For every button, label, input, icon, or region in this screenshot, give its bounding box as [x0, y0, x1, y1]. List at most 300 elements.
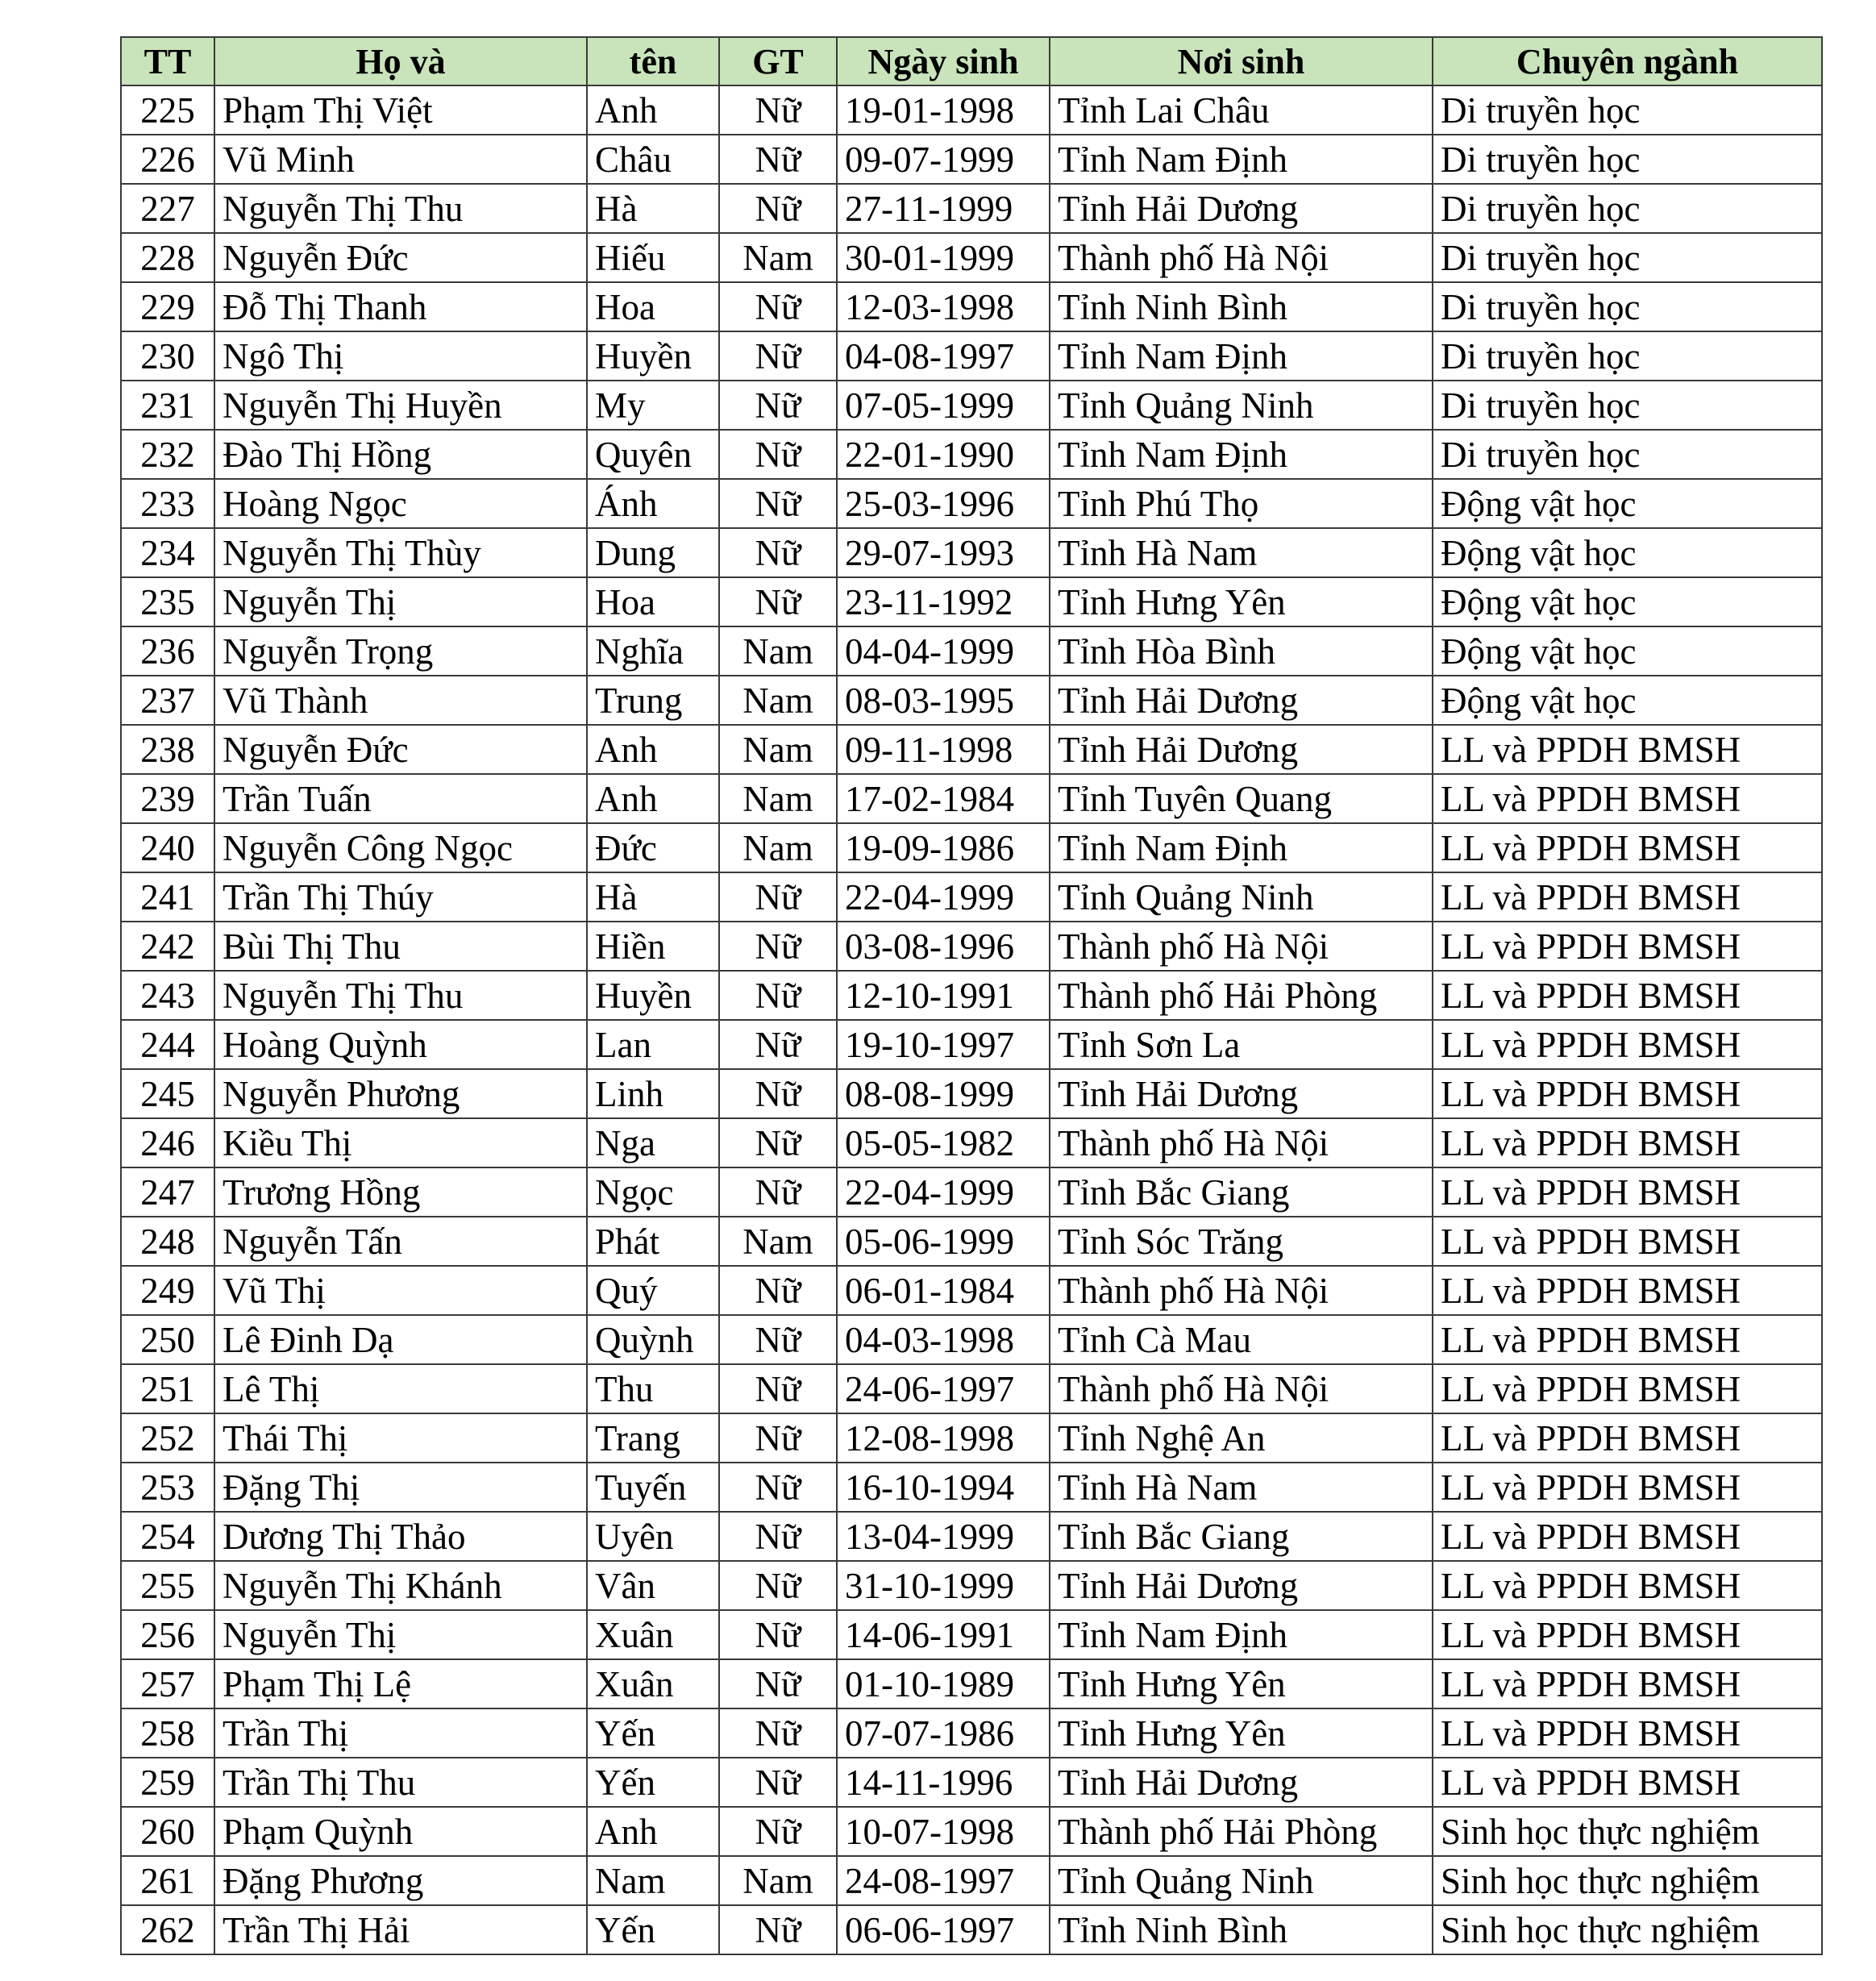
cell-noi-sinh: Tỉnh Hải Dương [1050, 676, 1433, 725]
cell-ten: Yến [587, 1758, 719, 1807]
header-row [121, 37, 1822, 85]
table-row [121, 1905, 1822, 1954]
cell-noi-sinh: Thành phố Hà Nội [1050, 1118, 1433, 1167]
cell-ho: Đào Thị Hồng [214, 430, 587, 479]
cell-tt: 241 [121, 872, 214, 922]
cell-noi-sinh: Tỉnh Nam Định [1050, 135, 1433, 184]
cell-gt: Nữ [719, 1167, 837, 1217]
cell-chuyen-nganh: LL và PPDH BMSH [1433, 1413, 1822, 1463]
cell-ho: Nguyễn Công Ngọc [214, 823, 587, 872]
cell-ten: Hoa [587, 577, 719, 626]
cell-tt: 245 [121, 1069, 214, 1118]
cell-ho: Nguyễn Thị [214, 577, 587, 626]
cell-ngay-sinh: 30-01-1999 [837, 233, 1050, 282]
cell-gt: Nữ [719, 85, 837, 135]
cell-ho: Ngô Thị [214, 331, 587, 381]
cell-gt: Nam [719, 1856, 837, 1905]
cell-ngay-sinh: 22-01-1990 [837, 430, 1050, 479]
table-row [121, 1463, 1822, 1512]
cell-ten: Xuân [587, 1610, 719, 1659]
cell-noi-sinh: Tỉnh Nghệ An [1050, 1413, 1433, 1463]
cell-gt: Nữ [719, 1905, 837, 1954]
cell-tt: 226 [121, 135, 214, 184]
cell-gt: Nữ [719, 922, 837, 971]
table-row [121, 1758, 1822, 1807]
table-body [121, 85, 1822, 1954]
cell-tt: 230 [121, 331, 214, 381]
cell-tt: 246 [121, 1118, 214, 1167]
cell-chuyen-nganh: LL và PPDH BMSH [1433, 1315, 1822, 1364]
table-row [121, 85, 1822, 135]
cell-ho: Vũ Thị [214, 1266, 587, 1315]
cell-chuyen-nganh: LL và PPDH BMSH [1433, 774, 1822, 823]
cell-ngay-sinh: 09-11-1998 [837, 725, 1050, 774]
table-row [121, 1708, 1822, 1758]
cell-tt: 254 [121, 1512, 214, 1561]
cell-ho: Nguyễn Thị Thu [214, 971, 587, 1020]
table-row [121, 282, 1822, 331]
cell-chuyen-nganh: Di truyền học [1433, 85, 1822, 135]
cell-chuyen-nganh: Di truyền học [1433, 381, 1822, 430]
cell-ten: Quyên [587, 430, 719, 479]
cell-ten: Anh [587, 1807, 719, 1856]
cell-chuyen-nganh: LL và PPDH BMSH [1433, 1708, 1822, 1758]
cell-noi-sinh: Thành phố Hà Nội [1050, 233, 1433, 282]
cell-noi-sinh: Tỉnh Bắc Giang [1050, 1167, 1433, 1217]
cell-chuyen-nganh: Di truyền học [1433, 135, 1822, 184]
table-row [121, 1069, 1822, 1118]
cell-ho: Bùi Thị Thu [214, 922, 587, 971]
cell-ten: Linh [587, 1069, 719, 1118]
cell-tt: 228 [121, 233, 214, 282]
cell-tt: 257 [121, 1659, 214, 1708]
table-row [121, 1118, 1822, 1167]
cell-tt: 247 [121, 1167, 214, 1217]
cell-tt: 259 [121, 1758, 214, 1807]
cell-chuyen-nganh: Sinh học thực nghiệm [1433, 1905, 1822, 1954]
cell-tt: 232 [121, 430, 214, 479]
cell-ngay-sinh: 10-07-1998 [837, 1807, 1050, 1856]
cell-noi-sinh: Tỉnh Hòa Bình [1050, 626, 1433, 676]
cell-ten: Yến [587, 1708, 719, 1758]
cell-chuyen-nganh: LL và PPDH BMSH [1433, 1217, 1822, 1266]
cell-ngay-sinh: 19-10-1997 [837, 1020, 1050, 1069]
cell-ho: Nguyễn Thị Thùy [214, 528, 587, 577]
cell-ngay-sinh: 29-07-1993 [837, 528, 1050, 577]
table-row [121, 331, 1822, 381]
table-row [121, 528, 1822, 577]
cell-noi-sinh: Tỉnh Hưng Yên [1050, 1708, 1433, 1758]
cell-tt: 239 [121, 774, 214, 823]
table-row [121, 1561, 1822, 1610]
cell-ten: Lan [587, 1020, 719, 1069]
cell-ho: Nguyễn Tấn [214, 1217, 587, 1266]
cell-gt: Nữ [719, 135, 837, 184]
cell-tt: 238 [121, 725, 214, 774]
cell-ngay-sinh: 25-03-1996 [837, 479, 1050, 528]
table-row [121, 1020, 1822, 1069]
cell-ho: Trần Thị [214, 1708, 587, 1758]
cell-tt: 243 [121, 971, 214, 1020]
cell-noi-sinh: Tỉnh Tuyên Quang [1050, 774, 1433, 823]
cell-chuyen-nganh: LL và PPDH BMSH [1433, 1118, 1822, 1167]
cell-noi-sinh: Tỉnh Quảng Ninh [1050, 381, 1433, 430]
cell-ngay-sinh: 04-03-1998 [837, 1315, 1050, 1364]
cell-noi-sinh: Tỉnh Bắc Giang [1050, 1512, 1433, 1561]
cell-ho: Đỗ Thị Thanh [214, 282, 587, 331]
cell-gt: Nữ [719, 1118, 837, 1167]
cell-gt: Nữ [719, 1659, 837, 1708]
cell-noi-sinh: Tỉnh Hưng Yên [1050, 1659, 1433, 1708]
cell-noi-sinh: Tỉnh Hải Dương [1050, 1758, 1433, 1807]
table-row [121, 479, 1822, 528]
cell-ngay-sinh: 12-08-1998 [837, 1413, 1050, 1463]
table-row [121, 184, 1822, 233]
cell-ngay-sinh: 12-10-1991 [837, 971, 1050, 1020]
cell-gt: Nữ [719, 1413, 837, 1463]
cell-chuyen-nganh: LL và PPDH BMSH [1433, 1758, 1822, 1807]
table-row [121, 725, 1822, 774]
cell-ngay-sinh: 19-09-1986 [837, 823, 1050, 872]
cell-ho: Dương Thị Thảo [214, 1512, 587, 1561]
cell-gt: Nữ [719, 1807, 837, 1856]
cell-chuyen-nganh: LL và PPDH BMSH [1433, 1020, 1822, 1069]
cell-ho: Nguyễn Thị Khánh [214, 1561, 587, 1610]
cell-tt: 236 [121, 626, 214, 676]
cell-gt: Nữ [719, 381, 837, 430]
cell-gt: Nữ [719, 1758, 837, 1807]
cell-tt: 229 [121, 282, 214, 331]
cell-tt: 251 [121, 1364, 214, 1413]
cell-chuyen-nganh: LL và PPDH BMSH [1433, 1069, 1822, 1118]
cell-noi-sinh: Tỉnh Nam Định [1050, 1610, 1433, 1659]
cell-noi-sinh: Thành phố Hải Phòng [1050, 971, 1433, 1020]
cell-ten: Đức [587, 823, 719, 872]
cell-chuyen-nganh: Di truyền học [1433, 430, 1822, 479]
cell-ten: Hoa [587, 282, 719, 331]
cell-ngay-sinh: 17-02-1984 [837, 774, 1050, 823]
cell-gt: Nữ [719, 479, 837, 528]
cell-ho: Thái Thị [214, 1413, 587, 1463]
cell-ten: Châu [587, 135, 719, 184]
cell-tt: 237 [121, 676, 214, 725]
cell-gt: Nữ [719, 1610, 837, 1659]
cell-ten: Anh [587, 85, 719, 135]
cell-ngay-sinh: 24-06-1997 [837, 1364, 1050, 1413]
cell-noi-sinh: Tỉnh Hải Dương [1050, 725, 1433, 774]
cell-chuyen-nganh: LL và PPDH BMSH [1433, 1659, 1822, 1708]
cell-noi-sinh: Tỉnh Ninh Bình [1050, 282, 1433, 331]
cell-ho: Nguyễn Thị [214, 1610, 587, 1659]
cell-gt: Nữ [719, 971, 837, 1020]
cell-ngay-sinh: 04-08-1997 [837, 331, 1050, 381]
table-row [121, 577, 1822, 626]
cell-ten: Vân [587, 1561, 719, 1610]
cell-ho: Trần Thị Hải [214, 1905, 587, 1954]
cell-gt: Nam [719, 233, 837, 282]
cell-ho: Hoàng Quỳnh [214, 1020, 587, 1069]
cell-gt: Nữ [719, 282, 837, 331]
cell-ho: Nguyễn Đức [214, 725, 587, 774]
cell-ten: Anh [587, 725, 719, 774]
table-row [121, 922, 1822, 971]
cell-ho: Nguyễn Phương [214, 1069, 587, 1118]
cell-ten: Nam [587, 1856, 719, 1905]
cell-gt: Nam [719, 725, 837, 774]
cell-noi-sinh: Thành phố Hải Phòng [1050, 1807, 1433, 1856]
cell-ho: Vũ Thành [214, 676, 587, 725]
cell-noi-sinh: Tỉnh Lai Châu [1050, 85, 1433, 135]
cell-chuyen-nganh: LL và PPDH BMSH [1433, 1610, 1822, 1659]
cell-gt: Nữ [719, 1463, 837, 1512]
cell-ho: Trần Thị Thúy [214, 872, 587, 922]
table-row [121, 823, 1822, 872]
cell-noi-sinh: Thành phố Hà Nội [1050, 922, 1433, 971]
table-row [121, 233, 1822, 282]
header-tt: TT [121, 37, 214, 85]
table-row [121, 1807, 1822, 1856]
cell-noi-sinh: Tỉnh Sóc Trăng [1050, 1217, 1433, 1266]
cell-noi-sinh: Tỉnh Nam Định [1050, 430, 1433, 479]
cell-gt: Nữ [719, 1561, 837, 1610]
header-gt: GT [719, 37, 837, 85]
cell-ho: Kiều Thị [214, 1118, 587, 1167]
cell-ngay-sinh: 07-05-1999 [837, 381, 1050, 430]
cell-noi-sinh: Tỉnh Ninh Bình [1050, 1905, 1433, 1954]
cell-chuyen-nganh: Động vật học [1433, 528, 1822, 577]
cell-chuyen-nganh: Động vật học [1433, 676, 1822, 725]
cell-tt: 234 [121, 528, 214, 577]
cell-ten: My [587, 381, 719, 430]
table-row [121, 1610, 1822, 1659]
cell-chuyen-nganh: Di truyền học [1433, 282, 1822, 331]
table-row [121, 381, 1822, 430]
cell-ngay-sinh: 19-01-1998 [837, 85, 1050, 135]
cell-ten: Ngọc [587, 1167, 719, 1217]
header-ho: Họ và [214, 37, 587, 85]
cell-gt: Nữ [719, 184, 837, 233]
cell-noi-sinh: Tỉnh Hà Nam [1050, 528, 1433, 577]
cell-tt: 248 [121, 1217, 214, 1266]
cell-gt: Nữ [719, 430, 837, 479]
cell-noi-sinh: Tỉnh Nam Định [1050, 823, 1433, 872]
cell-chuyen-nganh: Di truyền học [1433, 184, 1822, 233]
cell-ngay-sinh: 14-06-1991 [837, 1610, 1050, 1659]
cell-ho: Trần Thị Thu [214, 1758, 587, 1807]
table-row [121, 430, 1822, 479]
cell-ngay-sinh: 06-06-1997 [837, 1905, 1050, 1954]
cell-ho: Hoàng Ngọc [214, 479, 587, 528]
cell-gt: Nữ [719, 1266, 837, 1315]
cell-ten: Uyên [587, 1512, 719, 1561]
cell-tt: 225 [121, 85, 214, 135]
table-row [121, 1266, 1822, 1315]
cell-ngay-sinh: 24-08-1997 [837, 1856, 1050, 1905]
cell-chuyen-nganh: Động vật học [1433, 479, 1822, 528]
cell-noi-sinh: Tỉnh Quảng Ninh [1050, 872, 1433, 922]
cell-gt: Nam [719, 774, 837, 823]
cell-noi-sinh: Thành phố Hà Nội [1050, 1266, 1433, 1315]
cell-ho: Nguyễn Trọng [214, 626, 587, 676]
cell-ngay-sinh: 04-04-1999 [837, 626, 1050, 676]
cell-ten: Hiền [587, 922, 719, 971]
cell-noi-sinh: Tỉnh Quảng Ninh [1050, 1856, 1433, 1905]
cell-ten: Anh [587, 774, 719, 823]
cell-noi-sinh: Tỉnh Hải Dương [1050, 184, 1433, 233]
cell-ho: Nguyễn Thị Huyền [214, 381, 587, 430]
cell-ho: Nguyễn Đức [214, 233, 587, 282]
cell-chuyen-nganh: LL và PPDH BMSH [1433, 1463, 1822, 1512]
cell-gt: Nữ [719, 1315, 837, 1364]
cell-ngay-sinh: 22-04-1999 [837, 872, 1050, 922]
header-chuyen-nganh: Chuyên ngành [1433, 37, 1822, 85]
cell-ten: Huyền [587, 331, 719, 381]
cell-chuyen-nganh: LL và PPDH BMSH [1433, 1266, 1822, 1315]
cell-ten: Trung [587, 676, 719, 725]
cell-noi-sinh: Tỉnh Cà Mau [1050, 1315, 1433, 1364]
cell-tt: 255 [121, 1561, 214, 1610]
table-row [121, 1659, 1822, 1708]
cell-gt: Nữ [719, 1364, 837, 1413]
cell-chuyen-nganh: Di truyền học [1433, 233, 1822, 282]
cell-ngay-sinh: 06-01-1984 [837, 1266, 1050, 1315]
cell-chuyen-nganh: Sinh học thực nghiệm [1433, 1807, 1822, 1856]
cell-ngay-sinh: 31-10-1999 [837, 1561, 1050, 1610]
cell-ngay-sinh: 09-07-1999 [837, 135, 1050, 184]
header-ngay-sinh: Ngày sinh [837, 37, 1050, 85]
header-noi-sinh: Nơi sinh [1050, 37, 1433, 85]
cell-ten: Xuân [587, 1659, 719, 1708]
cell-chuyen-nganh: LL và PPDH BMSH [1433, 1364, 1822, 1413]
cell-ngay-sinh: 14-11-1996 [837, 1758, 1050, 1807]
cell-ngay-sinh: 27-11-1999 [837, 184, 1050, 233]
cell-ten: Dung [587, 528, 719, 577]
table-row [121, 135, 1822, 184]
cell-tt: 242 [121, 922, 214, 971]
cell-tt: 253 [121, 1463, 214, 1512]
cell-chuyen-nganh: LL và PPDH BMSH [1433, 823, 1822, 872]
cell-noi-sinh: Tỉnh Hưng Yên [1050, 577, 1433, 626]
cell-ngay-sinh: 16-10-1994 [837, 1463, 1050, 1512]
cell-tt: 240 [121, 823, 214, 872]
cell-chuyen-nganh: LL và PPDH BMSH [1433, 725, 1822, 774]
cell-ngay-sinh: 08-03-1995 [837, 676, 1050, 725]
cell-ho: Trần Tuấn [214, 774, 587, 823]
cell-noi-sinh: Tỉnh Hải Dương [1050, 1069, 1433, 1118]
cell-gt: Nữ [719, 577, 837, 626]
table-row [121, 1364, 1822, 1413]
cell-ten: Hà [587, 872, 719, 922]
cell-ngay-sinh: 13-04-1999 [837, 1512, 1050, 1561]
cell-noi-sinh: Tỉnh Sơn La [1050, 1020, 1433, 1069]
cell-gt: Nam [719, 823, 837, 872]
cell-gt: Nữ [719, 528, 837, 577]
cell-ho: Nguyễn Thị Thu [214, 184, 587, 233]
cell-ho: Vũ Minh [214, 135, 587, 184]
table-row [121, 971, 1822, 1020]
cell-gt: Nữ [719, 1020, 837, 1069]
cell-ho: Lê Đinh Dạ [214, 1315, 587, 1364]
cell-chuyen-nganh: LL và PPDH BMSH [1433, 1167, 1822, 1217]
cell-tt: 249 [121, 1266, 214, 1315]
cell-ten: Phát [587, 1217, 719, 1266]
cell-chuyen-nganh: Động vật học [1433, 577, 1822, 626]
cell-tt: 250 [121, 1315, 214, 1364]
cell-chuyen-nganh: Động vật học [1433, 626, 1822, 676]
cell-ho: Phạm Thị Việt [214, 85, 587, 135]
cell-chuyen-nganh: LL và PPDH BMSH [1433, 1561, 1822, 1610]
cell-ngay-sinh: 23-11-1992 [837, 577, 1050, 626]
header-ten: tên [587, 37, 719, 85]
cell-tt: 244 [121, 1020, 214, 1069]
cell-noi-sinh: Tỉnh Hải Dương [1050, 1561, 1433, 1610]
cell-ten: Trang [587, 1413, 719, 1463]
table-row [121, 1512, 1822, 1561]
cell-noi-sinh: Tỉnh Nam Định [1050, 331, 1433, 381]
cell-tt: 231 [121, 381, 214, 430]
cell-tt: 261 [121, 1856, 214, 1905]
cell-tt: 256 [121, 1610, 214, 1659]
cell-chuyen-nganh: Sinh học thực nghiệm [1433, 1856, 1822, 1905]
cell-ho: Đặng Phương [214, 1856, 587, 1905]
cell-ngay-sinh: 03-08-1996 [837, 922, 1050, 971]
cell-ho: Phạm Thị Lệ [214, 1659, 587, 1708]
cell-ngay-sinh: 05-05-1982 [837, 1118, 1050, 1167]
cell-gt: Nữ [719, 1512, 837, 1561]
cell-ten: Huyền [587, 971, 719, 1020]
cell-ten: Ánh [587, 479, 719, 528]
cell-ho: Lê Thị [214, 1364, 587, 1413]
cell-gt: Nữ [719, 1708, 837, 1758]
cell-tt: 227 [121, 184, 214, 233]
table-row [121, 676, 1822, 725]
cell-ho: Đặng Thị [214, 1463, 587, 1512]
cell-ngay-sinh: 01-10-1989 [837, 1659, 1050, 1708]
cell-ngay-sinh: 07-07-1986 [837, 1708, 1050, 1758]
cell-ho: Phạm Quỳnh [214, 1807, 587, 1856]
cell-tt: 258 [121, 1708, 214, 1758]
cell-chuyen-nganh: LL và PPDH BMSH [1433, 922, 1822, 971]
cell-chuyen-nganh: Di truyền học [1433, 331, 1822, 381]
cell-ho: Trương Hồng [214, 1167, 587, 1217]
cell-ten: Hiếu [587, 233, 719, 282]
table-row [121, 872, 1822, 922]
cell-tt: 262 [121, 1905, 214, 1954]
cell-ngay-sinh: 05-06-1999 [837, 1217, 1050, 1266]
cell-ngay-sinh: 08-08-1999 [837, 1069, 1050, 1118]
table-row [121, 1217, 1822, 1266]
cell-tt: 235 [121, 577, 214, 626]
cell-ten: Hà [587, 184, 719, 233]
cell-tt: 252 [121, 1413, 214, 1463]
cell-tt: 233 [121, 479, 214, 528]
cell-chuyen-nganh: LL và PPDH BMSH [1433, 872, 1822, 922]
cell-gt: Nam [719, 626, 837, 676]
cell-noi-sinh: Tỉnh Hà Nam [1050, 1463, 1433, 1512]
table-row [121, 1167, 1822, 1217]
cell-tt: 260 [121, 1807, 214, 1856]
cell-chuyen-nganh: LL và PPDH BMSH [1433, 1512, 1822, 1561]
table-row [121, 774, 1822, 823]
cell-gt: Nam [719, 1217, 837, 1266]
cell-ten: Yến [587, 1905, 719, 1954]
table-row [121, 1413, 1822, 1463]
cell-chuyen-nganh: LL và PPDH BMSH [1433, 971, 1822, 1020]
cell-gt: Nam [719, 676, 837, 725]
student-table [120, 36, 1823, 1955]
cell-noi-sinh: Tỉnh Phú Thọ [1050, 479, 1433, 528]
cell-ten: Nga [587, 1118, 719, 1167]
